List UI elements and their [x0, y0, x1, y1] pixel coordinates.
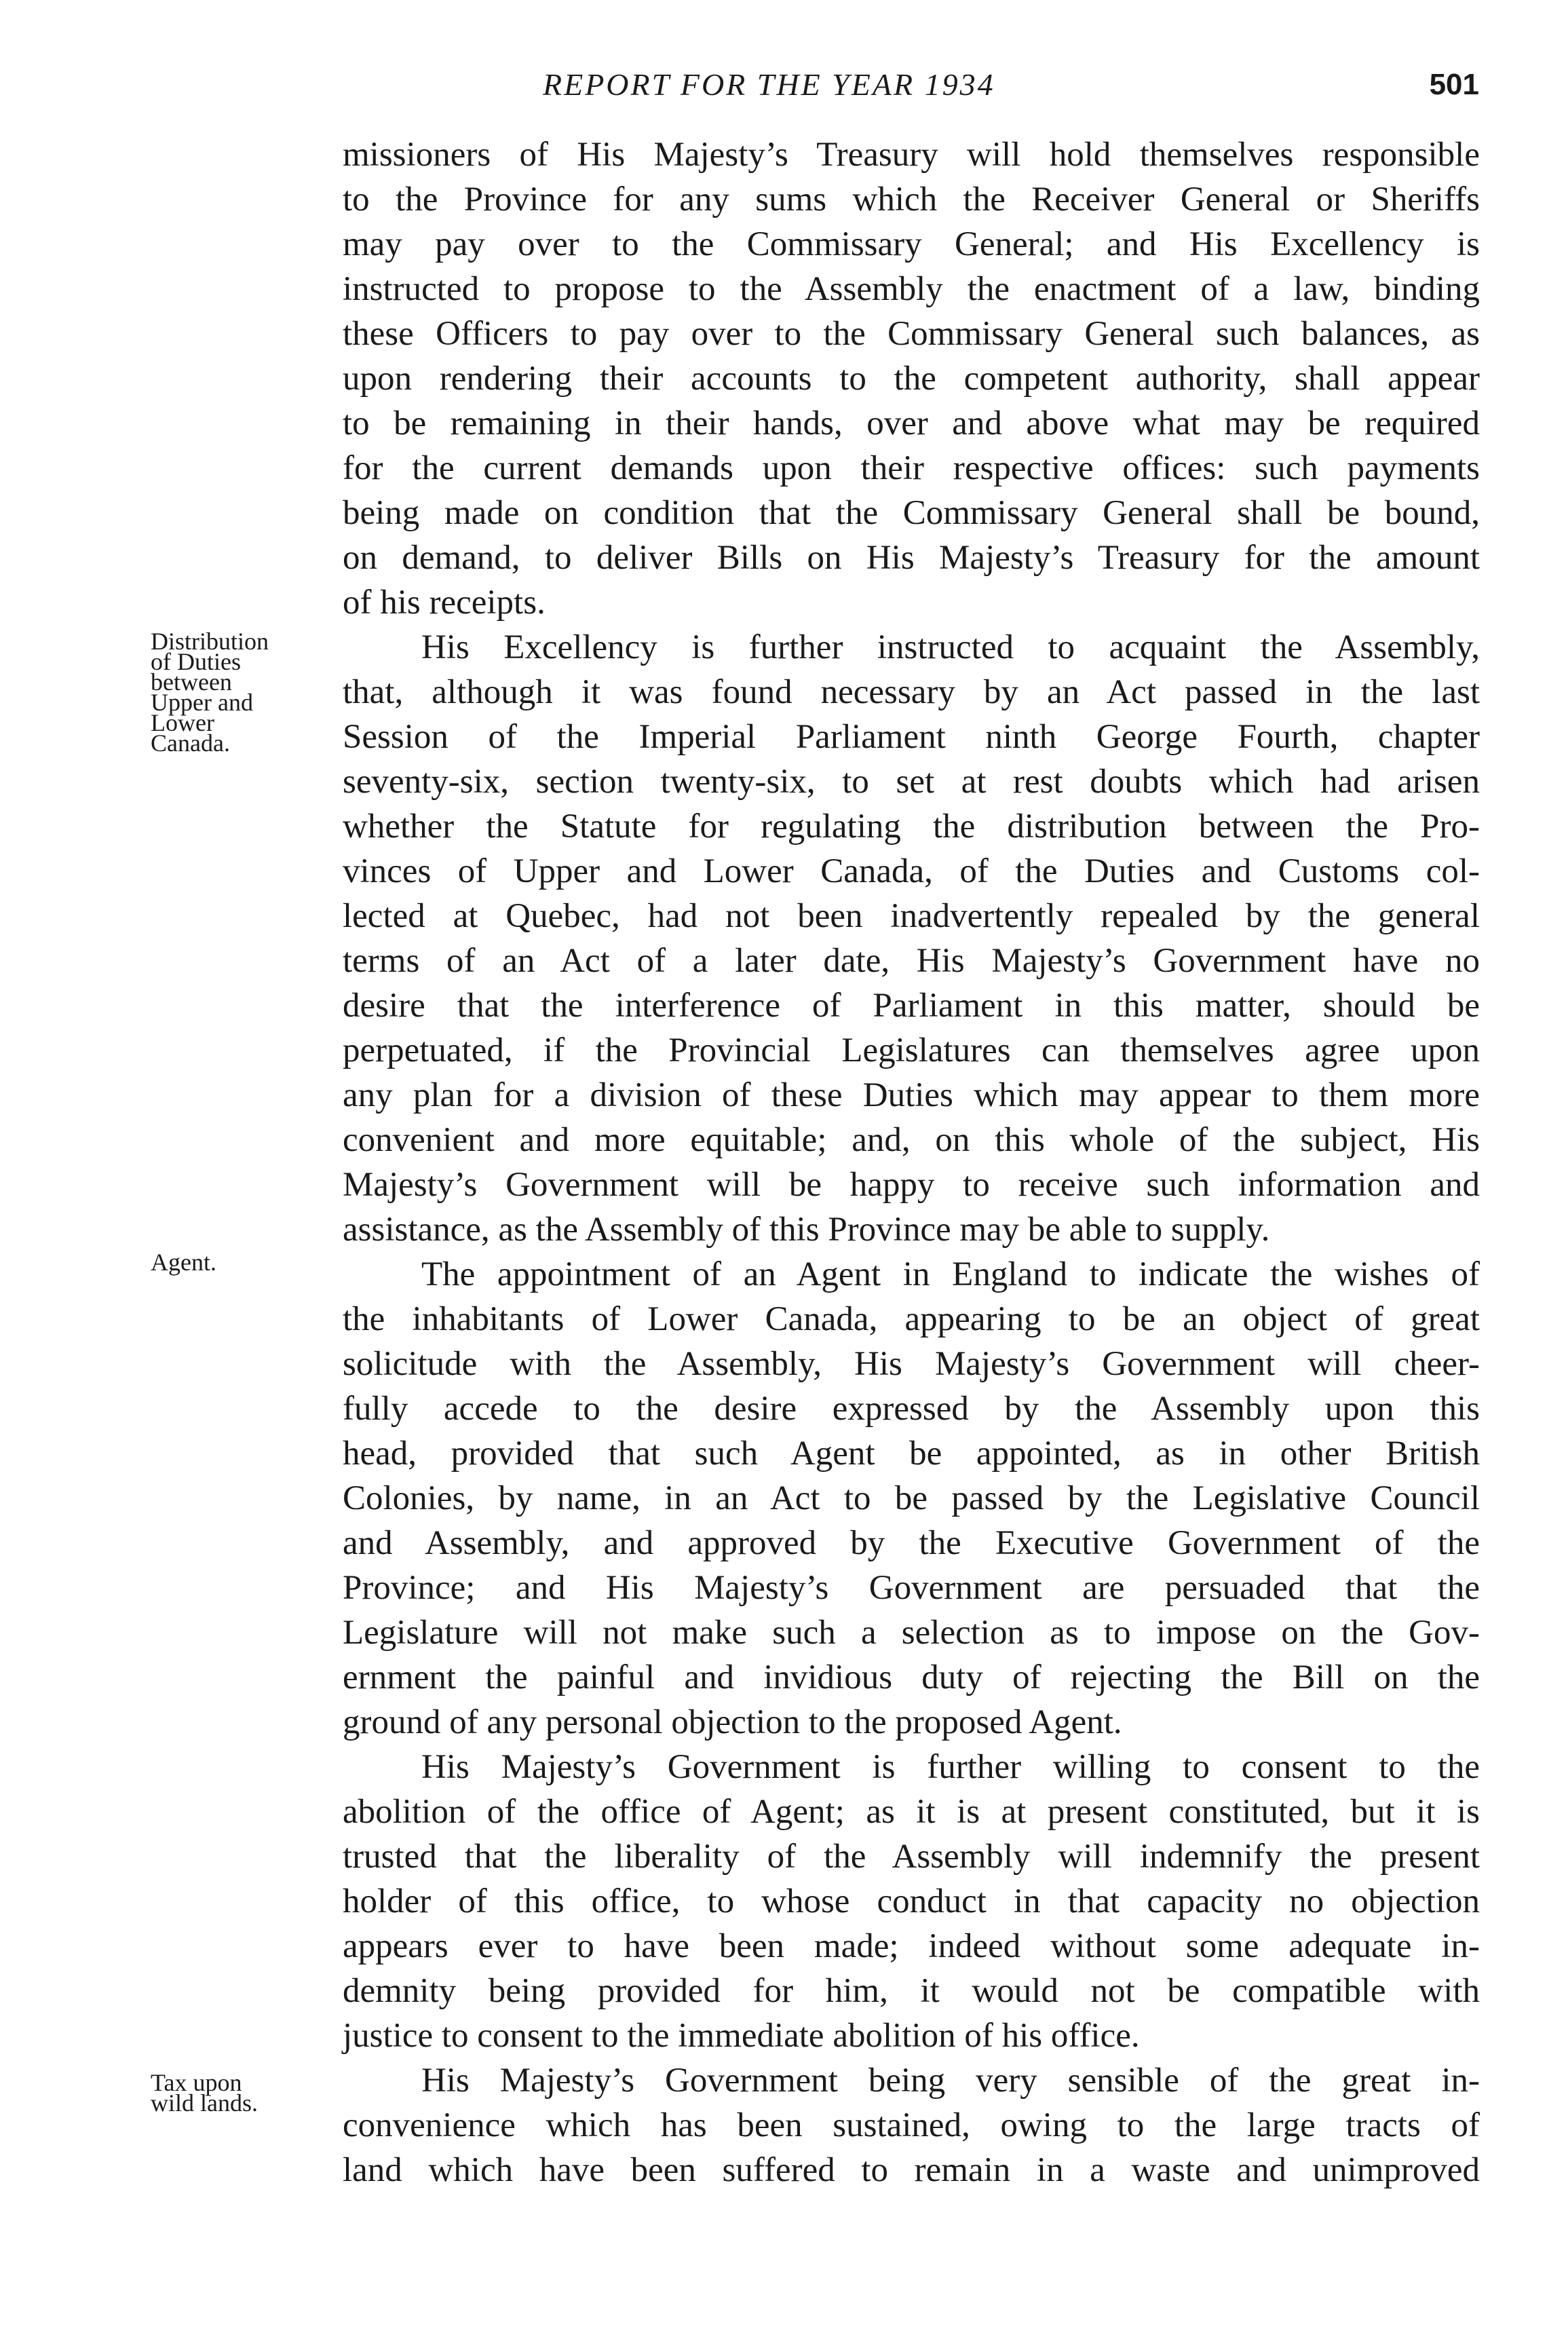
text-line: The appointment of an Agent in England to indicate the wishes of [421, 1255, 1480, 1293]
body-text [343, 132, 1480, 2193]
text-line: Majesty’s Government will be happy to receive such information and [343, 1166, 1480, 1204]
text-line: seventy-six, section twenty-six, to set at rest doubts which had arisen [343, 763, 1480, 801]
text-line: to be remaining in their hands, over and above what may be required [343, 404, 1480, 442]
margin-note-line: Tax upon [151, 2069, 242, 2096]
text-line: Legislature will not make such a selection as to impose on the Gov- [343, 1614, 1480, 1652]
text-line: instructed to propose to the Assembly the enactment of a law, binding [343, 270, 1480, 308]
text-line: to the Province for any sums which the Receiver General or Sheriffs [343, 181, 1480, 219]
text-line: His Majesty’s Government being very sensible of the great in- [421, 2062, 1480, 2100]
text-line: ernment the painful and invidious duty of rejecting the Bill on the [343, 1658, 1480, 1696]
margin-note-distribution [151, 628, 334, 757]
margin-note-line: Lower [151, 709, 214, 736]
text-line: vinces of Upper and Lower Canada, of the Duties and Customs col- [343, 852, 1480, 890]
text-line: perpetuated, if the Provincial Legislatures can themselves agree upon [343, 1031, 1480, 1069]
text-line: these Officers to pay over to the Commissary General such balances, as [343, 315, 1480, 353]
text-line: lected at Quebec, had not been inadvertently repealed by the general [343, 897, 1480, 935]
text-line: whether the Statute for regulating the distribution between the Pro- [343, 808, 1480, 846]
text-line: being made on condition that the Commissary General shall be bound, [343, 494, 1480, 532]
text-line: abolition of the office of Agent; as it is at present constituted, but it is [343, 1793, 1480, 1831]
text-line: His Majesty’s Government is further willing to consent to the [421, 1748, 1480, 1786]
text-line: Session of the Imperial Parliament ninth George Fourth, chapter [343, 718, 1480, 756]
text-line: desire that the interference of Parliament in this matter, should be [343, 987, 1480, 1025]
text-line: of his receipts. [343, 584, 546, 622]
margin-note-line: of Duties [151, 648, 241, 675]
running-header [339, 67, 1479, 114]
margin-note-line: Canada. [151, 729, 230, 757]
text-line: trusted that the liberality of the Assembly will indemnify the present [343, 1838, 1480, 1876]
margin-note-line: Distribution [151, 628, 269, 655]
text-line: His Excellency is further instructed to acquaint the Assembly, [421, 628, 1480, 666]
text-line: convenient and more equitable; and, on this whole of the subject, His [343, 1121, 1480, 1159]
text-line: that, although it was found necessary by an Act passed in the last [343, 673, 1480, 711]
text-line: terms of an Act of a later date, His Majesty’s Government have no [343, 942, 1480, 980]
text-line: ground of any personal objection to the proposed Agent. [343, 1703, 1122, 1741]
text-line: fully accede to the desire expressed by the Assembly upon this [343, 1390, 1480, 1428]
text-line: head, provided that such Agent be appointed, as in other British [343, 1435, 1480, 1473]
text-line: land which have been suffered to remain in a waste and unimproved [343, 2151, 1480, 2189]
text-line: and Assembly, and approved by the Executive Government of the [343, 1524, 1480, 1562]
text-line: Colonies, by name, in an Act to be passed by the Legislative Council [343, 1479, 1480, 1517]
text-line: convenience which has been sustained, owing to the large tracts of [343, 2106, 1480, 2144]
margin-note-line: between [151, 668, 232, 696]
text-line: appears ever to have been made; indeed without some adequate in- [343, 1927, 1480, 1965]
text-line: Province; and His Majesty’s Government are persuaded that the [343, 1569, 1480, 1607]
text-line: any plan for a division of these Duties which may appear to them more [343, 1076, 1480, 1114]
text-line: the inhabitants of Lower Canada, appearing to be an object of great [343, 1300, 1480, 1338]
text-line: demnity being provided for him, it would not be compatible with [343, 1972, 1480, 2010]
text-line: holder of this office, to whose conduct in that capacity no objection [343, 1882, 1480, 1920]
margin-note-line: wild lands. [151, 2089, 258, 2117]
text-line: for the current demands upon their respective offices: such payments [343, 449, 1480, 487]
text-line: may pay over to the Commissary General; and His Excellency is [343, 225, 1480, 263]
margin-note-line: Upper and [151, 689, 253, 716]
page-number: 501 [1429, 68, 1479, 101]
margin-note-line: Agent. [151, 1249, 216, 1276]
text-line: justice to consent to the immediate abolition of his office. [343, 2017, 1140, 2055]
margin-note-tax [151, 2069, 334, 2117]
text-line: upon rendering their accounts to the competent authority, shall appear [343, 360, 1480, 398]
text-line: assistance, as the Assembly of this Province may be able to supply. [343, 1211, 1270, 1249]
margin-note-agent [151, 1249, 334, 1276]
text-line: missioners of His Majesty’s Treasury will hold themselves responsible [343, 136, 1480, 174]
text-line: on demand, to deliver Bills on His Majesty’s Treasury for the amount [343, 539, 1480, 577]
running-title: REPORT FOR THE YEAR 1934 [543, 67, 995, 102]
text-line: solicitude with the Assembly, His Majesty’s Government will cheer- [343, 1345, 1480, 1383]
